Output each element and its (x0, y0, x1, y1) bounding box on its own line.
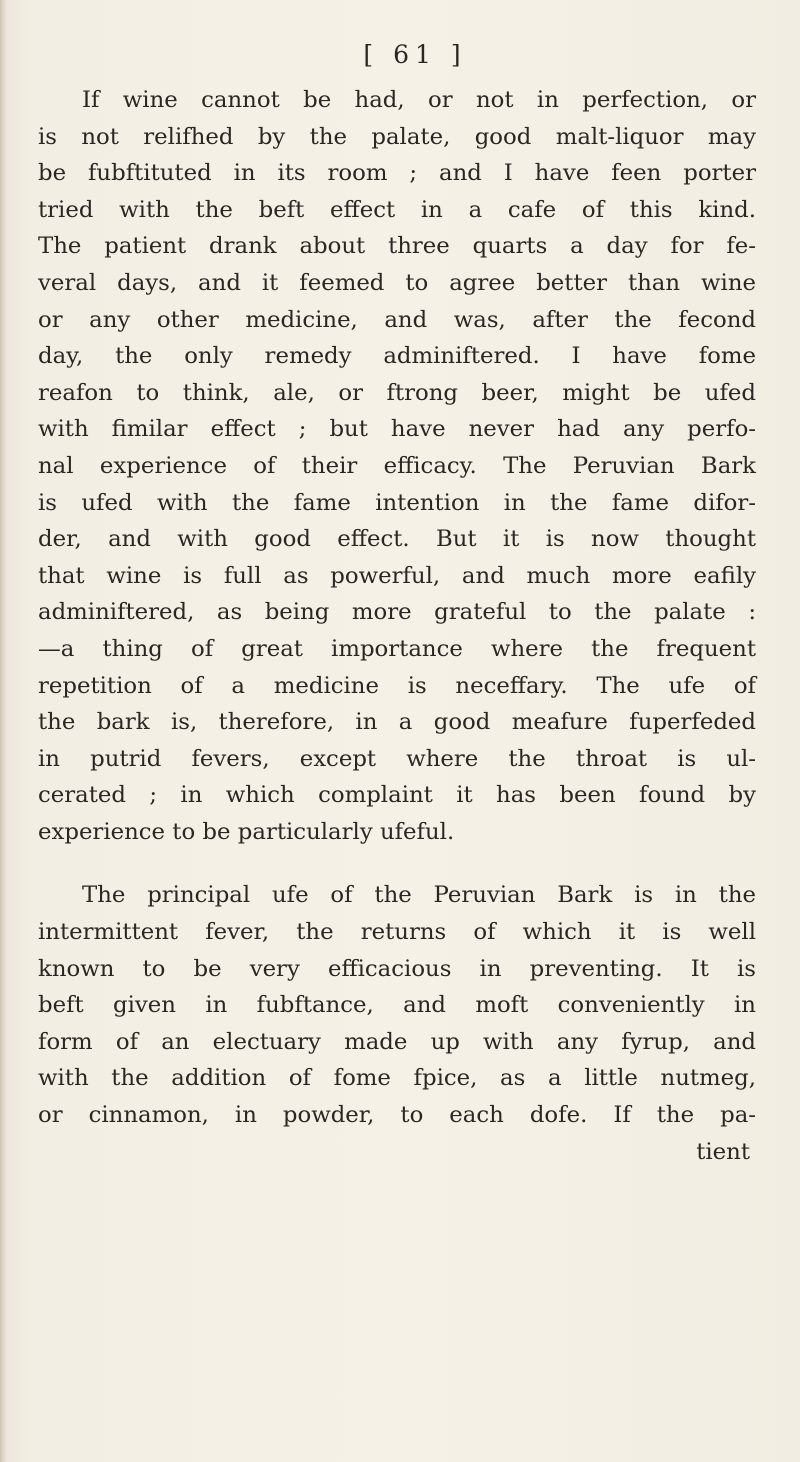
text-line: the bark is, therefore, in a good meafure fuperfeded (38, 709, 756, 736)
paragraph (38, 877, 756, 1133)
text-line: is ufed with the fame intention in the fame difor- (38, 489, 756, 516)
text-line: veral days, and it feemed to agree better than wine (38, 269, 756, 296)
text-line: nal experience of their efficacy. The Peruvian Bark (38, 452, 756, 479)
text-line: experience to be particularly ufeful. (38, 818, 455, 845)
text-line: be fubftituted in its room ; and I have feen porter (38, 160, 756, 187)
catchword: tient (696, 1138, 750, 1165)
text-line: If wine cannot be had, or not in perfection, or (82, 87, 756, 113)
text-line: repetition of a medicine is neceffary. The ufe of (38, 672, 756, 699)
text-line: The patient drank about three quarts a day for fe- (38, 233, 756, 260)
text-line: known to be very efficacious in preventing. It is (38, 955, 756, 982)
text-line: tried with the beft effect in a cafe of this kind. (38, 196, 756, 223)
body-text (38, 82, 756, 1170)
text-line: with fimilar effect ; but have never had any perfo- (38, 416, 756, 443)
text-line: der, and with good effect. But it is now thought (38, 526, 756, 553)
text-line: form of an electuary made up with any fyrup, and (38, 1028, 756, 1055)
page-gutter-edge (0, 0, 6, 1462)
paragraph-gap (38, 850, 756, 877)
text-line: is not relifhed by the palate, good malt-liquor may (38, 123, 756, 150)
text-line: day, the only remedy adminiftered. I have fome (38, 343, 756, 370)
page-number-header: [ 61 ] (363, 40, 467, 69)
text-line: beft given in fubftance, and moft conveniently in (38, 992, 756, 1019)
text-line: cerated ; in which complaint it has been found by (38, 782, 756, 809)
text-line: or any other medicine, and was, after the fecond (38, 306, 756, 333)
text-line: in putrid fevers, except where the throat is ul- (38, 745, 756, 772)
paragraph (38, 82, 756, 850)
text-line: or cinnamon, in powder, to each dofe. If the pa- (38, 1102, 756, 1129)
text-line: that wine is full as powerful, and much more eafily (38, 562, 756, 589)
text-line: adminiftered, as being more grateful to the palate : (38, 599, 756, 626)
text-line: —a thing of great importance where the frequent (38, 635, 756, 662)
text-line: The principal ufe of the Peruvian Bark is in the (82, 882, 756, 909)
text-line: intermittent fever, the returns of which it is well (38, 919, 756, 946)
text-line: reafon to think, ale, or ftrong beer, might be ufed (38, 379, 756, 406)
text-line: with the addition of fome fpice, as a little nutmeg, (38, 1065, 756, 1092)
